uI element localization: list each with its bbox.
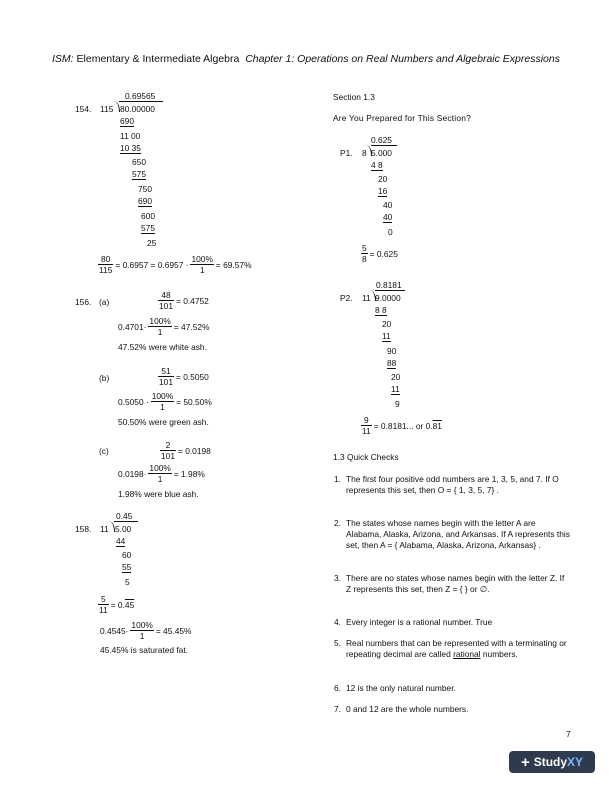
- p2-dividend: 9.0000: [375, 293, 401, 303]
- p1-step: 0: [388, 227, 393, 237]
- p2-eq: [361, 415, 442, 436]
- quick-check-number: 7.: [334, 704, 341, 714]
- p156b-sentence: 50.50% were green ash.: [118, 417, 209, 427]
- p2-val-pre: = 0.8181... or 0.: [373, 420, 433, 431]
- quick-check-text-pre: Real numbers that can be represented with a terminating or repeating decimal are called: [346, 638, 567, 659]
- p2-step: 20: [391, 372, 401, 382]
- prepared-heading: Are You Prepared for This Section?: [333, 113, 471, 123]
- p154-step: 690: [138, 196, 152, 206]
- p154-frac-num: 80: [98, 254, 113, 265]
- quick-check-text: Every integer is a rational number. True: [346, 617, 493, 627]
- quick-check-item: [334, 518, 571, 551]
- p2-val-repeat: 81: [432, 420, 442, 431]
- p154-vinculum: [119, 101, 163, 102]
- p158-step: 55: [122, 562, 132, 572]
- quick-check-underlined: rational: [453, 649, 481, 659]
- p156c-den: 101: [161, 451, 175, 461]
- p2-val: [374, 421, 442, 431]
- p2-den: 11: [362, 426, 371, 436]
- p154-step: 650: [132, 157, 146, 167]
- p156b-pct-fraction: [151, 391, 174, 412]
- p158-num: 5: [98, 594, 109, 605]
- p158-vinculum: [114, 521, 138, 522]
- p156a-pct-den: 1: [157, 327, 163, 337]
- p156a-sentence: 47.52% were white ash.: [118, 342, 207, 352]
- p154-pct-num: 100%: [191, 254, 213, 264]
- page-header: [0, 53, 612, 65]
- p156b-pct-den: 1: [160, 402, 165, 412]
- p158-val-pre: = 0.: [110, 599, 125, 610]
- quick-check-item: [334, 474, 571, 496]
- p154-step: 11 00: [120, 131, 141, 141]
- p158-pct-fraction: [130, 620, 153, 641]
- p2-divisor: 11: [362, 293, 371, 303]
- p1-step: 16: [378, 186, 388, 196]
- p158-fraction: [98, 594, 109, 615]
- p156c-pct-num: 100%: [149, 463, 171, 473]
- p156b-fraction: [158, 366, 174, 387]
- p154-step: 750: [138, 184, 152, 194]
- quick-check-text: The first four positive odd numbers are 1, 3, 5, and 7. If O represents this set, then O = { 1, 3, 5, 7} .: [346, 474, 559, 495]
- p1-divisor: 8: [362, 148, 367, 158]
- quick-checks-title: 1.3 Quick Checks: [333, 452, 399, 462]
- p156b-eq1: [158, 366, 209, 387]
- p158-den: 11: [99, 605, 108, 615]
- logo-text-b: XY: [567, 755, 584, 769]
- p156c-eq2: [118, 463, 205, 484]
- p2-step: 88: [387, 358, 397, 368]
- p156b-num: 51: [158, 366, 174, 377]
- p154-pct-fraction: [190, 254, 213, 275]
- p2-step: 11: [391, 384, 400, 394]
- quick-check-number: 3.: [334, 573, 341, 583]
- p154-dividend: 80.00000: [120, 104, 155, 114]
- p2-num: 9: [361, 415, 372, 426]
- p1-num: 5: [362, 243, 367, 253]
- p2-step: 11: [382, 331, 391, 341]
- p156c-res: = 1.98%: [173, 468, 205, 479]
- p154-quotient: 0.69565: [125, 91, 156, 101]
- p1-dividend: 5.000: [371, 148, 392, 158]
- p158-sentence: 45.45% is saturated fat.: [100, 645, 188, 655]
- p158-eq1: [98, 594, 134, 615]
- p158-res: = 45.45%: [155, 625, 192, 636]
- p156c-mult: 0.0198·: [118, 468, 147, 479]
- problem-158-label: 158.: [75, 524, 92, 534]
- p156b-val: = 0.5050: [175, 371, 209, 382]
- studyxy-logo[interactable]: [509, 751, 595, 773]
- p1-step: 20: [378, 174, 388, 184]
- p154-frac-den: 115: [99, 265, 113, 275]
- p154-step: 10 35: [120, 143, 141, 153]
- p154-result-equation: [98, 254, 252, 275]
- p156a-tag: (a): [99, 297, 110, 307]
- quick-check-number: 2.: [334, 518, 341, 528]
- quick-check-item: [334, 617, 571, 628]
- p156c-val: = 0.0198: [177, 445, 211, 456]
- p154-eq1: = 0.6957 = 0.6957 ·: [115, 259, 189, 270]
- logo-text-a: Study: [533, 755, 568, 769]
- p156a-pct-num: 100%: [149, 316, 171, 326]
- p158-step: 60: [122, 550, 132, 560]
- p154-step: 575: [141, 223, 155, 233]
- p1-step: 40: [383, 200, 393, 210]
- quick-check-text: 12 is the only natural number.: [346, 683, 456, 693]
- p158-dividend: 5.00: [115, 524, 132, 534]
- p156c-eq1: [160, 440, 211, 461]
- quick-check-number: 6.: [334, 683, 341, 693]
- p156b-eq2: [118, 391, 212, 412]
- quick-check-text: There are no states whose names begin with the letter Z. If Z represents this set, then Z = { } or ∅.: [346, 573, 565, 594]
- p156b-den: 101: [159, 377, 173, 387]
- p156a-res: = 47.52%: [173, 321, 210, 332]
- p156a-num: 48: [158, 290, 174, 301]
- p156b-tag: (b): [99, 373, 110, 383]
- p156b-res: = 50.50%: [176, 396, 212, 407]
- p154-divisor: 115: [100, 104, 114, 114]
- problem-p2-label: P2.: [340, 293, 353, 303]
- p158-step: 5: [125, 577, 130, 587]
- p158-mult: 0.4545·: [100, 625, 129, 636]
- p156c-fraction: [160, 440, 176, 461]
- p158-val: [111, 600, 135, 610]
- p1-eq: [361, 243, 398, 264]
- p154-step: 575: [132, 169, 146, 179]
- p2-step: 8 8: [375, 305, 387, 315]
- quick-check-number: 4.: [334, 617, 341, 627]
- p2-fraction: [361, 415, 372, 436]
- p156b-pct-num: 100%: [151, 391, 174, 401]
- p2-quotient: 0.8181: [376, 280, 402, 290]
- p158-pct-num: 100%: [131, 620, 153, 630]
- p156c-sentence: 1.98% were blue ash.: [118, 489, 199, 499]
- p156b-mult: 0.5050 ·: [118, 396, 149, 407]
- p154-pct-den: 1: [199, 265, 205, 275]
- p156a-pct-fraction: [148, 316, 171, 337]
- p2-step: 9: [395, 399, 400, 409]
- header-book: ISM:: [52, 53, 74, 65]
- p1-val: = 0.625: [369, 248, 398, 259]
- p158-step: 44: [116, 536, 126, 546]
- problem-p1-label: P1.: [340, 148, 353, 158]
- p156a-den: 101: [159, 301, 173, 311]
- p158-val-repeat: 45: [124, 599, 135, 610]
- p158-pct-den: 1: [139, 631, 145, 641]
- problem-156-label: 156.: [75, 297, 92, 307]
- problem-154-label: 154.: [75, 104, 92, 114]
- quick-check-number: 1.: [334, 474, 341, 484]
- p1-vinculum: [371, 145, 397, 146]
- quick-check-item: [334, 573, 571, 595]
- p154-step: 600: [141, 211, 155, 221]
- p154-step: 690: [120, 116, 134, 126]
- section-title: Section 1.3: [333, 92, 375, 102]
- quick-check-text-post: numbers.: [480, 649, 518, 659]
- header-title: Elementary & Intermediate Algebra: [76, 53, 240, 65]
- quick-check-text: 0 and 12 are the whole numbers.: [346, 704, 469, 714]
- p156c-pct-fraction: [148, 463, 171, 484]
- quick-check-text: The states whose names begin with the letter A are Alabama, Alaska, Arizona, and Arkansas. If A represents this set, then A = { Alabama, Alaska, Arizona, Arkansas} .: [346, 518, 570, 550]
- p156a-fraction: [158, 290, 174, 311]
- p156c-num: 2: [160, 440, 176, 451]
- p1-step: 40: [383, 212, 393, 222]
- logo-text: [534, 755, 583, 769]
- p1-quotient: 0.625: [371, 135, 392, 145]
- quick-check-number: 5.: [334, 638, 341, 648]
- p158-divisor: 11: [100, 524, 109, 534]
- p1-den: 8: [362, 254, 367, 264]
- p156a-mult: 0.4701·: [118, 321, 147, 332]
- p1-step: 4 8: [371, 160, 383, 170]
- quick-check-item: [334, 683, 571, 694]
- p154-fraction: [98, 254, 113, 275]
- p156c-tag: (c): [99, 446, 109, 456]
- p2-vinculum: [375, 290, 405, 291]
- p156c-pct-den: 1: [157, 474, 163, 484]
- p156a-eq1: [158, 290, 209, 311]
- header-chapter: Chapter 1: Operations on Real Numbers and Algebraic Expressions: [245, 53, 560, 65]
- p156a-eq2: [118, 316, 209, 337]
- quick-check-item: [334, 638, 571, 660]
- p154-result: = 69.57%: [215, 259, 252, 270]
- p2-step: 90: [387, 346, 397, 356]
- p2-step: 20: [382, 319, 392, 329]
- page-number: 7: [566, 729, 571, 739]
- quick-check-item: [334, 704, 571, 715]
- plus-icon: +: [520, 753, 530, 771]
- p158-eq2: [100, 620, 191, 641]
- p1-fraction: [361, 243, 368, 264]
- p156a-val: = 0.4752: [175, 295, 209, 306]
- p154-step: 25: [147, 238, 157, 248]
- p158-quotient: 0.45: [116, 511, 133, 521]
